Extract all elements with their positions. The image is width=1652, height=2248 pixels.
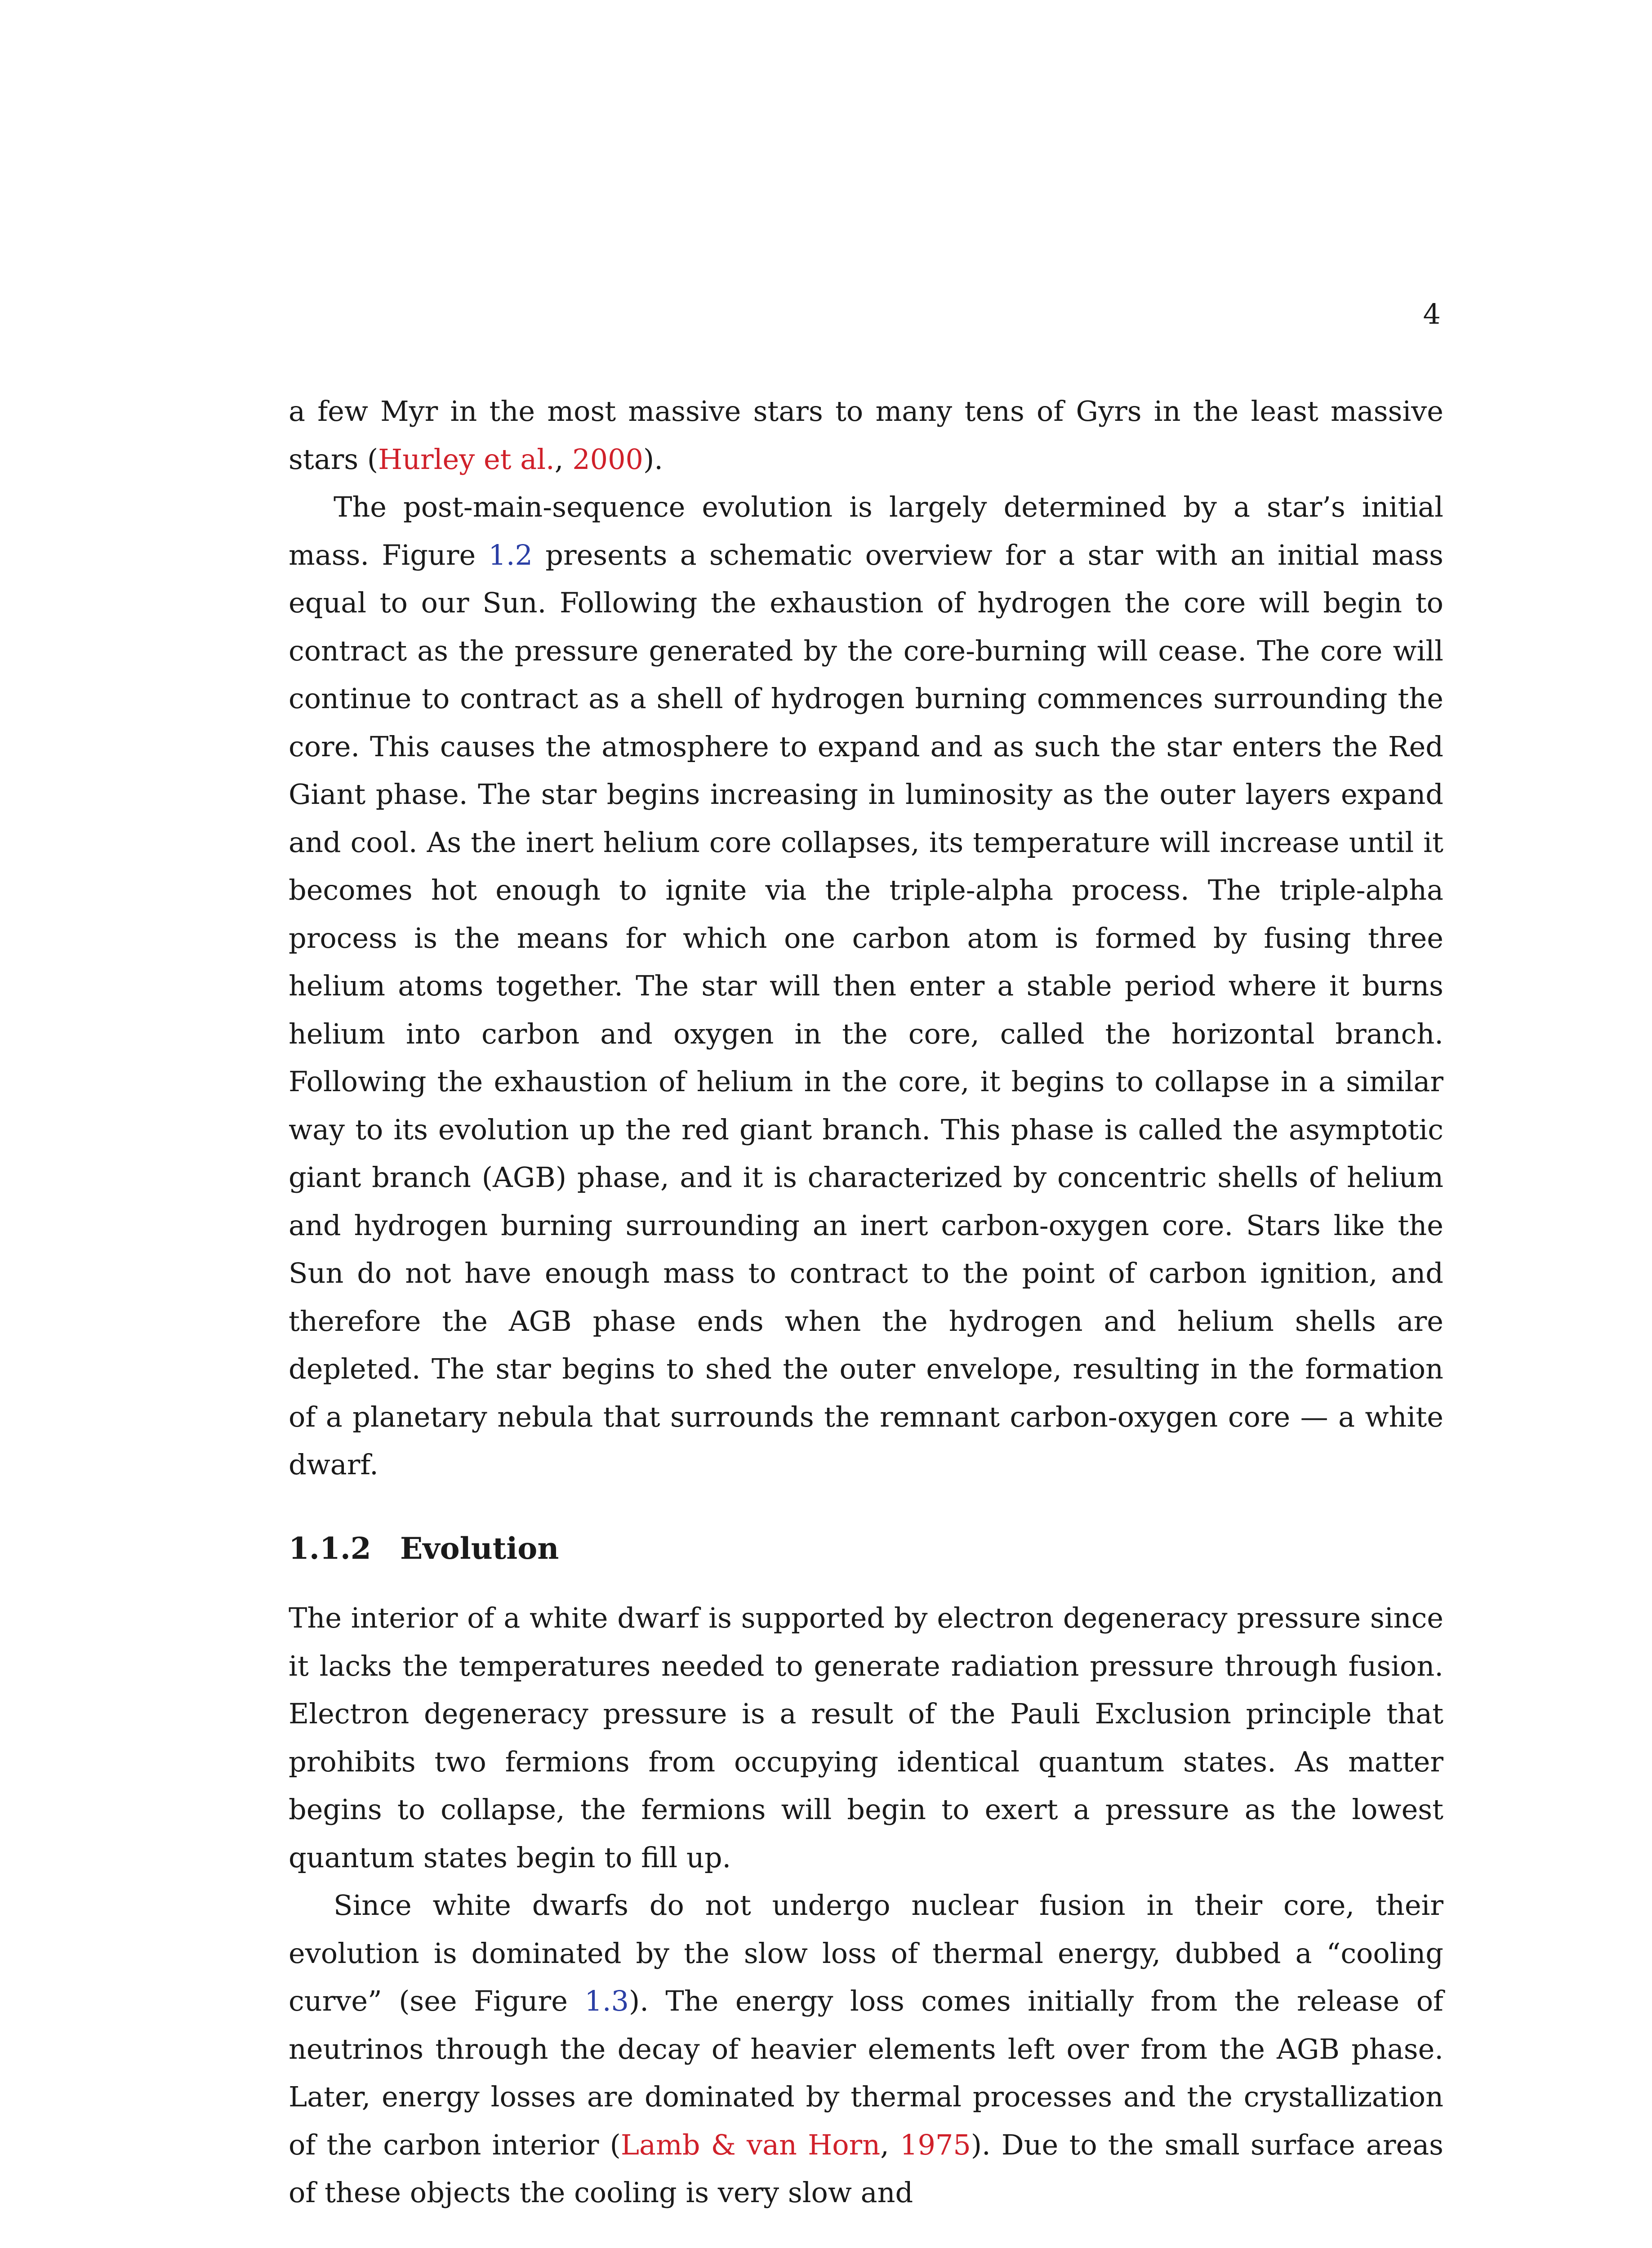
citation-open-paren: ( xyxy=(610,2128,621,2161)
citation-link-hurley[interactable]: Hurley et al. xyxy=(378,442,555,476)
paragraph-continued xyxy=(289,388,1443,483)
figure-ref-link-1-2[interactable]: 1.2 xyxy=(488,538,533,571)
citation-open-paren: ( xyxy=(367,442,378,476)
figure-ref-link-1-3[interactable]: 1.3 xyxy=(584,1985,629,2017)
paragraph-interior xyxy=(289,1594,1443,1882)
page-body xyxy=(289,388,1443,2217)
paragraph-text: The post-main-sequence evolution is largely determined by a star’s initial mass. Figure xyxy=(289,491,1443,571)
paragraph-post-main-sequence xyxy=(289,483,1443,1489)
citation-close-paren: ). xyxy=(643,442,663,476)
paragraph-text: presents a schematic overview for a star with an initial mass equal to our Sun. Following the exhaustion of hydrogen the core will begin to contract as the pressure generated by the core-burning will cease. The core will continue to contract as a shell of hydrogen burning commences surrounding the core. This causes the atmosphere to expand and as such the star enters the Red Giant phase. The star begins increasing in luminosity as the outer layers expand and cool. As the inert helium core collapses, its temperature will increase until it becomes hot enough to ignite via the triple-alpha process. The triple-alpha process is the means for which one carbon atom is formed by fusing three helium atoms together. The star will then enter a stable period where it burns helium into carbon and oxygen in the core, called the horizontal branch. Following the exhaustion of helium in the core, it begins to collapse in a similar way to its evolution up the red giant branch. This phase is called the asymptotic giant branch (AGB) phase, and it is characterized by concentric shells of helium and hydrogen burning surrounding an inert carbon-oxygen core. Stars like the Sun do not have enough mass to contract to the point of carbon ignition, and therefore the AGB phase ends when the hydrogen and helium shells are depleted. The star begins to shed the outer envelope, resulting in the formation of a planetary nebula that surrounds the remnant carbon-oxygen core — a white dwarf. xyxy=(289,538,1443,1481)
paragraph-text: The interior of a white dwarf is supported by electron degeneracy pressure since it lacks the temperatures needed to generate radiation pressure through fusion. Electron degeneracy pressure is a result of the Pauli Exclusion principle that prohibits two fermions from occupying identical quantum states. As matter begins to collapse, the fermions will begin to exert a pressure as the lowest quantum states begin to fill up. xyxy=(289,1601,1443,1874)
section-title: Evolution xyxy=(400,1530,559,1566)
paragraph-text: ). Due to the small surface areas of these objects the cooling is very slow and xyxy=(289,2128,1443,2209)
citation-year-link-2000[interactable]: 2000 xyxy=(572,442,643,476)
paragraph-text: Since white dwarfs do not undergo nuclear fusion in their core, their evolution is dominated by the slow loss of thermal energy, dubbed a “cooling curve” (see Figure xyxy=(289,1889,1443,2017)
paragraph-cooling xyxy=(289,1882,1443,2217)
citation-separator: , xyxy=(880,2128,900,2161)
citation-year-link-1975[interactable]: 1975 xyxy=(900,2128,971,2161)
section-heading xyxy=(289,1525,1443,1573)
paragraph-text: a few Myr in the most massive stars to many tens of Gyrs in the least massive stars xyxy=(289,395,1443,476)
page-number: 4 xyxy=(1423,298,1441,330)
paragraph-text: ). The energy loss comes initially from the release of neutrinos through the decay of heavier elements left over from the AGB phase. Later, energy losses are dominated by thermal processes and the crystallization of the carbon interior xyxy=(289,1985,1443,2161)
citation-separator: , xyxy=(554,442,573,476)
citation-link-lamb-van-horn[interactable]: Lamb & van Horn xyxy=(620,2128,881,2161)
section-number: 1.1.2 xyxy=(289,1530,371,1566)
